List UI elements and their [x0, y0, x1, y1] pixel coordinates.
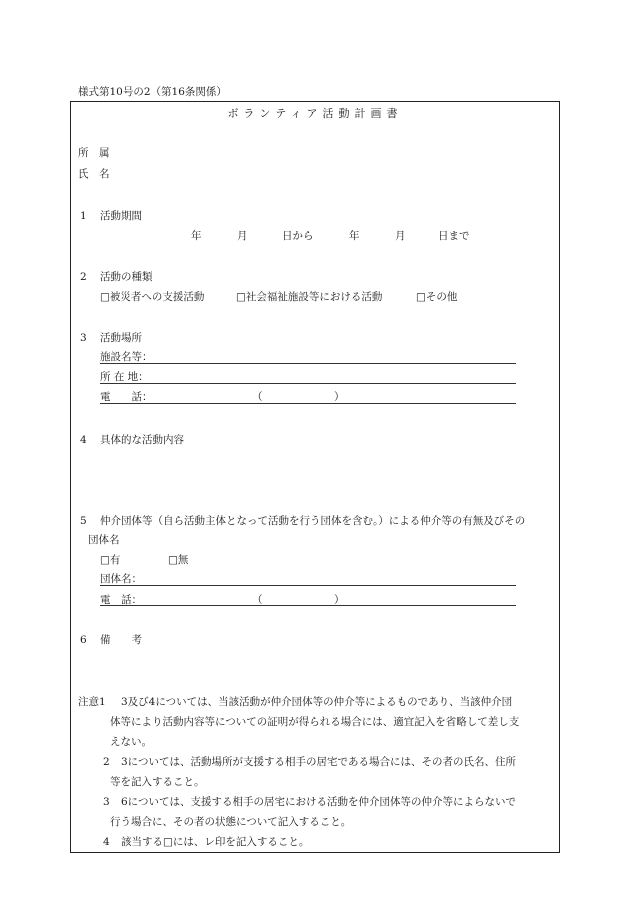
- intermediary-yes-checkbox[interactable]: □有: [100, 554, 121, 566]
- period-month2: 月: [395, 230, 406, 242]
- period-from: 日から: [282, 230, 314, 242]
- activity-type-other-checkbox[interactable]: □その他: [416, 291, 458, 303]
- section1-number: 1: [80, 210, 87, 222]
- section5-number: 5: [80, 515, 87, 527]
- activity-type-disaster-checkbox[interactable]: □被災者への支援活動: [100, 291, 205, 303]
- phone-paren-open: （: [252, 391, 263, 403]
- org-phone-label: 電 話：: [100, 594, 142, 606]
- notes-label: 注意1: [78, 696, 106, 708]
- note3-line1: 6については、支援する相手の居宅における活動を仲介団体等の仲介等によらないで: [121, 796, 516, 808]
- name-label: 氏 名: [78, 168, 110, 180]
- note1-line1: 3及び4については、当該活動が仲介団体等の仲介等によるものであり、当該仲介団: [121, 696, 513, 708]
- period-until: 日まで: [438, 230, 470, 242]
- note2-line2: 等を記入すること。: [110, 776, 205, 788]
- section4-number: 4: [80, 434, 87, 446]
- period-year1: 年: [191, 230, 202, 242]
- address-field[interactable]: [100, 383, 516, 384]
- note2-line1: 3については、活動場所が支援する相手の居宅である場合には、その者の氏名、住所: [121, 756, 516, 768]
- activity-type-welfare-checkbox[interactable]: □社会福祉施設等における活動: [236, 291, 383, 303]
- phone-label: 電 話：: [100, 391, 153, 403]
- section5-heading-line2: 団体名: [88, 534, 120, 546]
- facility-name-label: 施設名等：: [100, 351, 153, 363]
- phone-paren-close: ）: [334, 391, 345, 403]
- address-label: 所 在 地：: [100, 371, 149, 383]
- section2-number: 2: [80, 271, 87, 283]
- org-phone-paren-open: （: [252, 594, 263, 606]
- section6-heading: 備 考: [100, 634, 142, 646]
- note1-line3: えない。: [110, 736, 152, 748]
- section3-number: 3: [80, 332, 87, 344]
- note1-line2: 体等により活動内容等についての証明が得られる場合には、適宜記入を省略して差し支: [110, 716, 520, 728]
- intermediary-no-checkbox[interactable]: □無: [168, 554, 189, 566]
- section3-heading: 活動場所: [100, 332, 142, 344]
- org-phone-paren-close: ）: [334, 594, 345, 606]
- form-number-label: 様式第10号の2（第16条関係）: [78, 86, 227, 98]
- note2-number: 2: [103, 756, 110, 768]
- section1-heading: 活動期間: [100, 210, 142, 222]
- section5-heading-line1: 仲介団体等（自ら活動主体となって活動を行う団体を含む。）による仲介等の有無及びその: [100, 515, 526, 527]
- period-month1: 月: [237, 230, 248, 242]
- note3-number: 3: [103, 796, 110, 808]
- note4-number: 4: [103, 836, 110, 848]
- facility-name-field[interactable]: [100, 363, 516, 364]
- section2-heading: 活動の種類: [100, 271, 153, 283]
- section6-number: 6: [80, 634, 87, 646]
- affiliation-label: 所 属: [78, 147, 110, 159]
- org-name-field[interactable]: [100, 585, 516, 586]
- note3-line2: 行う場合に、その者の状態について記入すること。: [110, 816, 352, 828]
- org-phone-field[interactable]: [100, 605, 516, 606]
- org-name-label: 団体名：: [100, 573, 142, 585]
- section4-heading: 具体的な活動内容: [100, 434, 184, 446]
- phone-field[interactable]: [100, 403, 516, 404]
- note4-line1: 該当する□には、レ印を記入すること。: [121, 836, 310, 848]
- document-title: ボランティア活動計画書: [227, 107, 403, 120]
- period-year2: 年: [349, 230, 360, 242]
